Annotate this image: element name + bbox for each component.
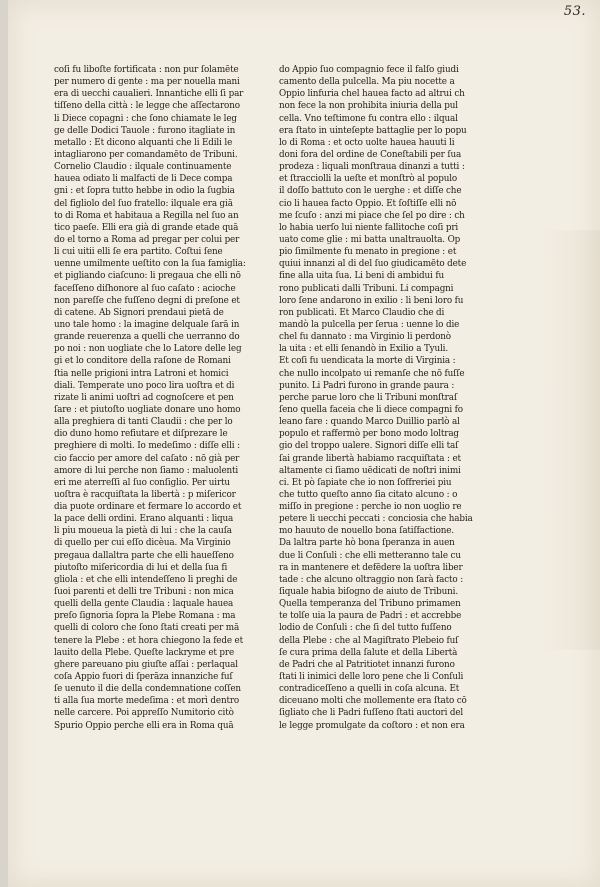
text-line: quelli della gente Claudia : laquale hauea [54,599,234,610]
text-line: Quella temperanza del Tribuno primamen [279,599,461,610]
text-line: contradiceſſeno a quelli in coſa alcuna. Et [279,684,460,695]
text-line: li Diece copagni : che ſono chiamate le leg [54,113,237,124]
text-line: ti alla ſua morte medeſima : et morì dentro [54,696,240,707]
text-line: gni : et ſopra tutto hebbe in odio la ſugbia [54,186,235,197]
text-line: prodeza : liquali monſtraua dinanzi a tutti : [279,162,465,173]
text-line: ſe cura prima della ſalute et della Libertà [279,647,458,658]
text-line: Et coſi fu uendicata la morte di Virginia : [279,356,456,367]
text-line: hauea odiato li malfacti de li Dece compa [54,174,233,185]
text-line: amore di lui perche non ſiamo : maluolenti [54,465,239,476]
text-line: me ſcuſo : anzi mi piace che ſel po dire : ch [279,210,465,221]
text-line: cella. Vno teſtimone fu contra ello : ilqual [279,113,458,124]
text-line: te tolſe uia la paura de Padri : et accrebbe [279,611,462,622]
text-line: do Appio ſuo compagnio fece il falſo giudi [279,65,459,75]
text-line: ſtia nelle prigioni intra Latroni et homici [54,368,229,379]
text-line: miſſo in pregione : perche io non uoglio re [279,502,462,513]
text-line: ſare : et piutoſto uogliate donare uno homo [54,404,241,415]
text-line: due li Conſuli : che elli metteranno tale cu [279,550,461,561]
text-line: rizate li animi uoſtri ad cognoſcere et pen [54,392,234,403]
text-line: uenne umilmente ueſtito con la ſua famiglia: [54,259,246,270]
text-line: faceſſeno diſhonore al ſuo caſato : acioche [54,283,236,294]
text-line: ci. Et pò ſapiate che io non ſoffreriei piu [279,477,452,488]
text-line: Da laltra parte hò bona ſperanza in auen [279,538,455,549]
text-line: punito. Li Padri furono in grande paura : [279,380,455,391]
text-line: diceuano molti che mollemente era ſtato cō [279,696,467,707]
text-line: per numero di gente : ma per nouella mani [54,77,240,88]
text-line: era ſtato in uinteſepte battaglie per lo popu [279,125,467,136]
book-page [8,0,600,887]
right-text-column [279,64,499,732]
text-line: ſeno quella faceia che li diece compagni fo [279,404,463,415]
text-line: mo hauuto de nouello bona ſatiſfactione. [279,526,454,537]
text-line: coſi fu liboſte fortificata : non pur ſolamēte [54,65,239,75]
text-line: dia puote ordinare et fermare lo accordo et [54,502,242,513]
text-line: tico paeſe. Elli era già di grande etade quā [54,222,239,233]
text-line: lo habia uerſo lui niente fallitoche coſi pri [279,222,459,233]
text-line: diali. Temperate uno poco lira uoſtra et di [54,380,235,391]
text-line: gi et lo conditore della raſone de Romani [54,356,231,367]
text-line: ghere pareuano piu giuſte aſſai : perlaqual [54,659,238,670]
text-line: le legge promulgate da coſtoro : et non era [279,720,465,731]
text-line: populo et raffermò per bono modo loltrag [279,429,459,440]
text-line: cio li hauea facto Oppio. Et ſoſtiſſe elli nō [279,198,457,209]
text-line: ſtati li inimici delle loro pene che li Conſuli [279,672,464,683]
text-line: gio del troppo ualere. Signori diſſe elli taſ [279,441,459,452]
text-line: li cui uitii elli ſe era partito. Coſtui ſene [54,247,223,258]
text-line: cio faccio per amore del caſato : nō già per [54,453,240,464]
text-line: quelli di coloro che ſono ſtati creati per mā [54,623,240,634]
text-line: nelle carcere. Poi appreſſo Numitorio citò [54,708,234,719]
text-line: ſiquale habia biſogno de aiuto de Tribuni. [279,587,458,598]
text-line: gliola : et che elli intendeſſeno li preghi de [54,574,238,585]
text-line: metallo : Et dicono alquanti che li Edili le [54,137,233,148]
text-line: non fece la non prohibita iniuria della pul [279,101,458,112]
text-line: mandò la pulcella per ſerua : uenne lo die [279,319,460,330]
text-line: che nullo incolpato ui remanſe che nō fuſſe [279,368,465,379]
text-line: Cornelio Claudio : ilquale continuamente [54,162,232,173]
text-line: coſa Appio fuori di ſperāza innanziche fuſ [54,672,233,683]
text-line: perche parue loro che li Tribuni monſtraſ [279,392,457,403]
text-line: dio duno homo refiutare et diſprezare le [54,429,228,440]
text-line: ſe uenuto il die della condemnatione coſſen [54,684,241,695]
text-line: ſigliato che li Padri fuſſeno ſtati auctori del [279,708,464,719]
text-line: chel fu dannato : ma Virginio li perdonò [279,332,451,343]
page-edge-shading [540,230,600,650]
text-line: grande reuerenza a quelli che uerranno do [54,332,240,343]
text-line: fine alla uita ſua. Li beni di ambidui fu [279,271,444,282]
text-line: petere li uecchi peccati : conciosia che habia [279,514,473,525]
text-line: che tutto queſto anno ſia citato alcuno : o [279,489,458,500]
text-line: di quello per cui eſſo dicèua. Ma Virginio [54,538,231,549]
text-line: uato come glie : mi batta unaltrauolta. Op [279,234,461,245]
text-line: pio ſimilmente fu menato in pregione : et [279,247,457,258]
text-line: della Plebe : che al Magiſtrato Plebeio fuſ [279,635,459,646]
text-line: do el torno a Roma ad pregar per colui per [54,234,240,245]
text-line: piutoſto miſericordia di lui et della ſua fi [54,562,228,573]
text-line: ſai grande libertà habiamo racquiſtata : et [279,453,461,464]
folio-number: 53. [563,4,586,19]
text-line: alla preghiera di tanti Claudii : che per lo [54,417,233,428]
text-line: ge delle Dodici Tauole : furono itagliate in [54,125,236,136]
text-line: di catene. Ab Signori prendaui pietā de [54,307,224,318]
left-text-column [54,64,269,732]
text-line: preſo ſignoria ſopra la Plebe Romana : ma [54,611,236,622]
text-line: eri me aterreſſi al ſuo conſiglio. Per uirtu [54,477,230,488]
text-line: de Padri che al Patritiotet innanzi furono [279,659,455,670]
text-line: intagliarono per comandamēto de Tribuni. [54,149,238,160]
text-line: doni fora del ordine de Coneſtabili per ſua [279,149,462,160]
text-line: ra in mantenere et defēdere la uoſtra liber [279,562,463,573]
text-line: non pareſſe che fuſſeno degni di preſone et [54,295,240,306]
text-line: et ſtracciolli la ueſte et monſtrò al populo [279,174,458,185]
text-line: la uita : et elli ſenandò in Exilio a Tyuli. [279,344,448,355]
text-line: uno tale homo : la imagine delquale ſarā in [54,319,240,330]
text-line: Spurio Oppio perche elli era in Roma quā [54,720,234,731]
text-line: tenere la Plebe : et hora chiegono la fede et [54,635,243,646]
text-line: rono publicati dalli Tribuni. Li compagni [279,283,454,294]
text-line: altamente ci ſiamo uēdicati de noſtri inimi [279,465,461,476]
text-line: lodio de Conſuli : che ſi del tutto fuſſeno [279,623,452,634]
text-line: era di uecchi caualieri. Innantiche elli ſi par [54,89,244,100]
text-line: leano fare : quando Marco Duillio parlò al [279,417,460,428]
text-line: lauito della Plebe. Queſte lackryme et pre [54,647,235,658]
text-line: pregaua dallaltra parte che elli haueſſeno [54,550,234,561]
text-line: po noi : non uogliate che lo Latore delle leg [54,344,242,355]
text-line: del figliolo del ſuo fratello: ilquale era giā [54,198,233,209]
text-line: uoſtra è racquiſtata la libertà : p miſericor [54,489,236,500]
text-line: Oppio linfuria chel hauea facto ad altrui ch [279,89,465,100]
text-line: il doſſo battuto con le uerghe : et diſſe che [279,186,462,197]
text-line: ſuoi parenti et delli tre Tribuni : non mica [54,587,234,598]
text-line: loro ſene andarono in exilio : li beni loro fu [279,295,464,306]
text-line: ron publicati. Et Marco Claudio che di [279,307,445,318]
text-line: quiui innanzi al di del ſuo giudicamēto dete [279,259,467,270]
text-line: lo di Roma : et octo uolte hauea hauuti li [279,137,455,148]
text-line: tiſſeno della città : le legge che aſſectarono [54,101,240,112]
text-line: li piu moueua la pietà di lui : che la cauſa [54,526,232,537]
text-line: to di Roma et habitaua a Regilla nel ſuo an [54,210,239,221]
text-line: preghiere di molti. Io medeſimo : diſſe elli : [54,441,240,452]
text-line: la pace delli ordini. Erano alquanti : liqua [54,514,234,525]
text-line: tade : che alcuno oltraggio non ſarà facto : [279,574,464,585]
text-line: camento della pulcella. Ma piu nocette a [279,77,455,88]
text-line: et pigliando ciaſcuno: li pregaua che elli nō [54,271,241,282]
